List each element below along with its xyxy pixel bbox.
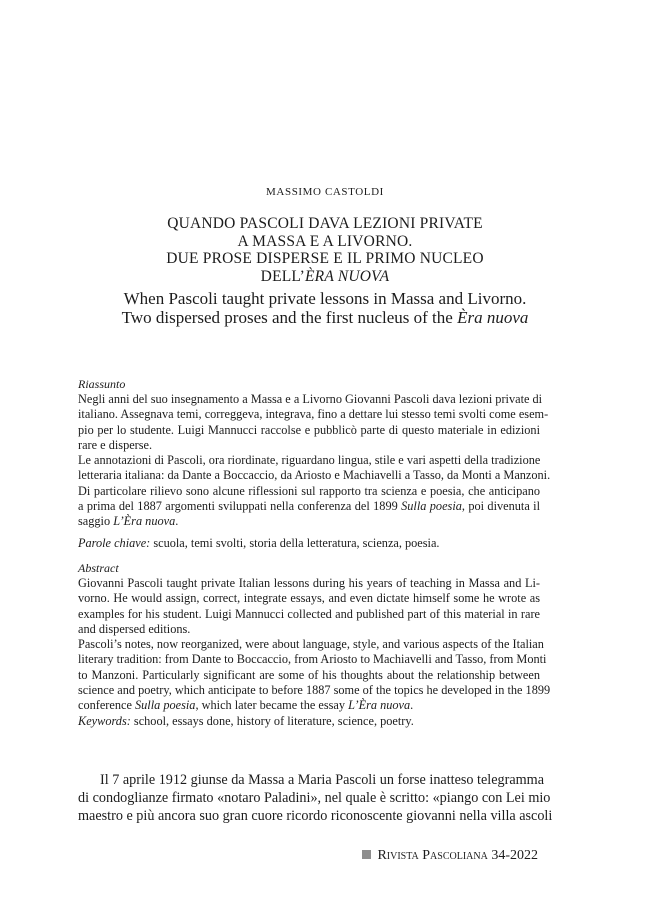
text-line: [78, 698, 540, 713]
journal-issue: 34-2022: [487, 848, 538, 863]
abstract-keywords: [78, 714, 540, 729]
subtitle-line-italic: Èra nuova: [457, 308, 529, 327]
text-line: letteraria italiana: da Dante a Boccaccio, da Ariosto e Machiavelli a Tasso, da Monti a Manzoni.: [78, 468, 551, 483]
text-fragment: , poi divenuta il: [461, 499, 540, 514]
abstract-section: [78, 561, 551, 729]
title-line: A MASSA E A LIVORNO.: [237, 232, 413, 250]
text-line: Giovanni Pascoli taught private Italian lessons during his years of teaching in Massa and Li-: [78, 576, 540, 590]
keywords-label: Keywords:: [78, 713, 131, 728]
text-fragment: .: [410, 698, 414, 713]
text-line: [78, 514, 540, 529]
text-line: [78, 499, 540, 514]
text-line: to Manzoni. Particularly significant are some of his thoughts about the relationship between: [78, 667, 540, 682]
body-line: di condoglianze firmato «notaro Paladini», nel quale è scritto: «piango con Lei mio: [78, 790, 551, 807]
subtitle-line-prefix: Two dispersed proses and the first nucleus of the: [121, 308, 458, 327]
body-line: maestro e più ancora suo gran cuore ricordo riconoscente giovanni nella villa ascoli: [78, 808, 553, 825]
text-line: rare e disperse.: [78, 437, 153, 452]
article-title-english: [0, 289, 650, 327]
text-line: Negli anni del suo insegnamento a Massa e a Livorno Giovanni Pascoli dava lezioni private di: [78, 392, 543, 406]
text-line: literary tradition: from Dante to Boccaccio, from Ariosto to Machiavelli and Tasso, from Monti: [78, 652, 547, 667]
body-line: Il 7 aprile 1912 giunse da Massa a Maria Pascoli un forse inatteso telegramma: [100, 772, 545, 788]
text-italic: Sulla poesia: [401, 499, 462, 514]
keywords-label: Parole chiave:: [78, 535, 151, 550]
text-fragment: conference: [78, 698, 135, 713]
keywords-text: school, essays done, history of literature, science, poetry.: [130, 713, 414, 728]
riassunto-text: [78, 392, 551, 530]
riassunto-keywords: [78, 536, 540, 551]
body-text: [78, 771, 553, 826]
text-line: Pascoli’s notes, now reorganized, were about language, style, and various aspects of the Italian: [78, 637, 544, 652]
title-line: DUE PROSE DISPERSE E IL PRIMO NUCLEO: [166, 250, 484, 267]
text-line: pio per lo studente. Luigi Mannucci raccolse e pubblicò parte di questo materiale in edizioni: [78, 422, 540, 437]
text-line: and dispersed editions.: [78, 621, 191, 636]
author-name: MASSIMO CASTOLDI: [266, 186, 384, 198]
journal-name: Rivista Pascoliana: [377, 848, 488, 863]
title-line-prefix: DELL’: [260, 267, 306, 285]
text-line: italiano. Assegnava temi, correggeva, integrava, fino a dettare lui stesso temi svolti come esem-: [78, 407, 549, 422]
text-fragment: .: [175, 514, 179, 529]
text-fragment: , which later became the essay: [195, 698, 349, 713]
text-line: Le annotazioni di Pascoli, ora riordinate, riguardano lingua, stile e vari aspetti della tradizione: [78, 453, 541, 468]
subtitle-line: [0, 308, 650, 327]
running-footer: [362, 848, 538, 864]
title-line: [0, 268, 650, 286]
text-line: examples for his student. Luigi Mannucci collected and published part of this material in rare: [78, 606, 540, 621]
abstract-text: [78, 576, 551, 714]
footer-square-icon: [362, 850, 371, 859]
title-line: QUANDO PASCOLI DAVA LEZIONI PRIVATE: [167, 215, 483, 232]
subtitle-line: When Pascoli taught private lessons in Massa and Livorno.: [123, 289, 527, 308]
text-italic: L’Èra nuova: [113, 514, 176, 529]
text-fragment: a prima del 1887 argomenti sviluppati nella conferenza del 1899: [78, 499, 402, 514]
keywords-text: scuola, temi svolti, storia della letteratura, scienza, poesia.: [150, 535, 440, 550]
text-fragment: saggio: [78, 514, 114, 529]
text-line: science and poetry, which anticipate to before 1887 some of the topics he developed in the 1899: [78, 683, 551, 698]
text-line: Di particolare rilievo sono alcune riflessioni sul rapporto tra scienza e poesia, che anticipano: [78, 483, 540, 498]
riassunto-section: [78, 377, 551, 551]
abstract-label: Abstract: [78, 561, 119, 575]
riassunto-label: Riassunto: [78, 377, 126, 391]
text-italic: L’Èra nuova: [348, 698, 411, 713]
text-line: vorno. He would assign, correct, integrate essays, and even dictate himself some he wrote as: [78, 591, 540, 606]
text-italic: Sulla poesia: [135, 698, 196, 713]
article-title-italian: [0, 215, 650, 285]
title-line-italic: ÈRA NUOVA: [305, 267, 390, 285]
